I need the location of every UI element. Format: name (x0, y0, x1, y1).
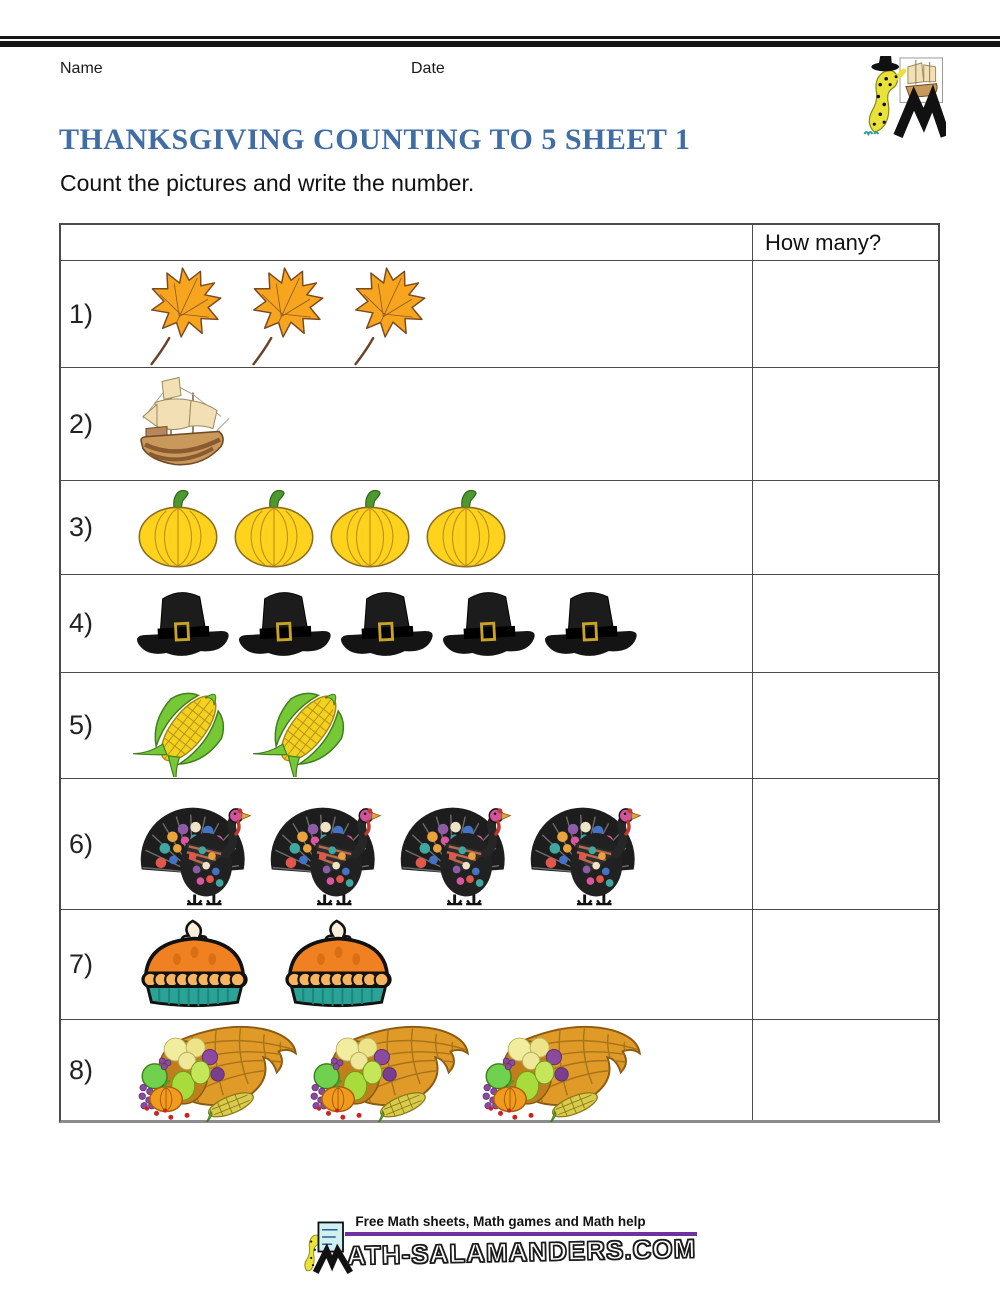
turkey-icon (133, 781, 263, 908)
answer-cell[interactable] (752, 481, 938, 574)
footer (0, 1210, 1000, 1276)
row-number-label: 5) (69, 710, 94, 740)
pictures-cell (61, 779, 752, 909)
cornucopia-icon (477, 1019, 649, 1122)
corn-cob-icon (253, 675, 365, 777)
page-top-rule (0, 36, 1000, 47)
page-title: THANKSGIVING COUNTING TO 5 SHEET 1 (59, 123, 691, 156)
header-empty-cell (61, 225, 752, 260)
cornucopia-icon (133, 1019, 305, 1122)
worksheet-row (61, 574, 938, 672)
answer-cell[interactable] (752, 779, 938, 909)
pilgrim-hat-icon (337, 584, 437, 663)
worksheet-row (61, 1019, 938, 1120)
mayflower-ship-icon (133, 373, 233, 476)
maple-leaf-icon (133, 262, 235, 366)
row-number-label: 8) (69, 1054, 94, 1085)
pumpkin-pie-icon (277, 918, 401, 1011)
pumpkin-icon (133, 486, 223, 570)
pilgrim-hat-icon (439, 584, 539, 663)
pictures-cell (61, 481, 752, 574)
worksheet-row (61, 778, 938, 909)
worksheet-row (61, 672, 938, 778)
row-number-label: 1) (69, 298, 94, 329)
turkey-icon (393, 781, 523, 908)
pictures-cell (61, 261, 752, 367)
pilgrim-hat-icon (133, 584, 233, 663)
how-many-header: How many? (752, 225, 938, 260)
worksheet-row (61, 367, 938, 480)
site-logo-icon (856, 55, 946, 139)
pumpkin-icon (229, 486, 319, 570)
cornucopia-icon (305, 1019, 477, 1122)
row-number-label: 3) (69, 512, 94, 542)
date-label: Date (411, 60, 445, 77)
pilgrim-hat-icon (541, 584, 641, 663)
pumpkin-icon (325, 486, 415, 570)
worksheet-row (61, 909, 938, 1019)
row-number-label: 2) (69, 408, 94, 439)
footer-brand (347, 1233, 697, 1271)
pilgrim-hat-icon (235, 584, 335, 663)
pictures-cell (61, 575, 752, 672)
corn-cob-icon (133, 675, 245, 777)
row-number-label: 6) (69, 828, 94, 859)
table-header-row (61, 225, 938, 260)
answer-cell[interactable] (752, 1020, 938, 1120)
pictures-cell (61, 910, 752, 1019)
footer-brand-text: ATH-SALAMANDERS.COM (347, 1233, 697, 1271)
maple-leaf-icon (337, 262, 439, 366)
answer-cell[interactable] (752, 910, 938, 1019)
pictures-cell (61, 673, 752, 778)
row-number-label: 4) (69, 608, 94, 638)
answer-cell[interactable] (752, 368, 938, 480)
row-number-label: 7) (69, 949, 94, 979)
answer-cell[interactable] (752, 261, 938, 367)
name-label: Name (60, 60, 103, 77)
instruction-line: Count the pictures and write the number. (60, 170, 475, 196)
maple-leaf-icon (235, 262, 337, 366)
pictures-cell (61, 1020, 752, 1120)
answer-cell[interactable] (752, 575, 938, 672)
turkey-icon (263, 781, 393, 908)
pictures-cell (61, 368, 752, 480)
turkey-icon (523, 781, 653, 908)
worksheet-row (61, 480, 938, 574)
worksheet-table (59, 223, 940, 1123)
pumpkin-pie-icon (133, 918, 257, 1011)
worksheet-row (61, 260, 938, 367)
answer-cell[interactable] (752, 673, 938, 778)
pumpkin-icon (421, 486, 511, 570)
footer-tagline: Free Math sheets, Math games and Math help (345, 1210, 696, 1236)
